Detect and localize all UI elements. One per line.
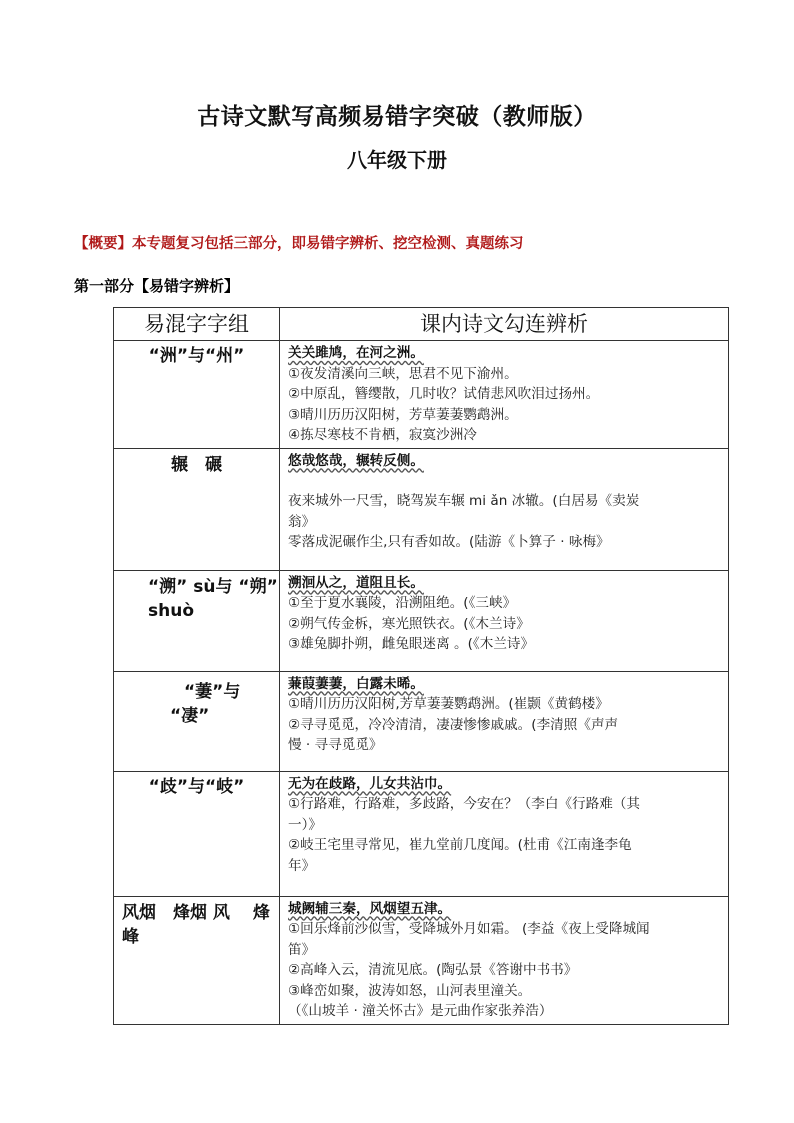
char-group-text: “凄” <box>170 705 210 726</box>
poem-cell <box>280 570 729 671</box>
column-header: 易混字字组 <box>114 308 280 341</box>
poem-cell <box>280 671 729 771</box>
char-group-text: “朔” shuò <box>148 576 278 621</box>
table-row <box>114 771 729 896</box>
poem-line: ①回乐烽前沙似雪，受降城外月如霜。 (李益《夜上受降城闻 <box>288 921 650 937</box>
poem-line: ③晴川历历汉阳树，芳草萋萋鹦鹉洲。 <box>288 406 518 423</box>
char-group-text: 风 烽 峰 <box>122 902 293 947</box>
char-group-cell <box>114 671 280 771</box>
part-label: 第一部分【易错字辨析】 <box>74 277 240 295</box>
table-header-row <box>114 308 729 341</box>
poem-line: ②寻寻觅觅，冷冷清清，凄凄惨惨戚戚。(李清照《声声 <box>288 716 619 733</box>
lead-line: 蒹葭萋萋，白露未晞。 <box>288 675 424 692</box>
poem-line: ③峰峦如聚，波涛如怒，山河表里潼关。 <box>288 982 532 999</box>
document-subtitle: 八年级下册 <box>347 148 447 172</box>
char-group-cell <box>114 570 280 671</box>
char-group-text: “溯” sù与 <box>148 576 233 597</box>
poem-line: 慢 · 寻寻觅觅》 <box>288 737 383 753</box>
poem-line: ①晴川历历汉阳树,芳草萋萋鹦鹉洲。(崔颢《黄鹤楼》 <box>288 696 609 712</box>
blank-line <box>288 471 722 491</box>
poem-line: ①至于夏水襄陵，沿溯阻绝。(《三峡》 <box>288 595 517 611</box>
lead-line: 城阙辅三秦，风烟望五津。 <box>288 900 452 917</box>
poem-line: ①夜发清溪向三峡，思君不见下渝州。 <box>288 365 518 382</box>
lead-line: 无为在歧路，儿女共沾巾。 <box>288 775 452 792</box>
char-group-cell <box>114 896 293 1024</box>
char-group-text: “洲”与“州” <box>148 346 245 366</box>
poem-cell <box>280 896 729 1024</box>
poem-line: ②岐王宅里寻常见，崔九堂前几度闻。(杜甫《江南逢李龟 <box>288 837 632 853</box>
document-title: 古诗文默写高频易错字突破（教师版） <box>197 104 597 130</box>
poem-cell <box>280 341 729 449</box>
column-header: 课内诗文勾连辨析 <box>280 308 729 341</box>
poem-line: ②朔气传金柝，寒光照铁衣。(《木兰诗》 <box>288 615 530 632</box>
table-row <box>114 341 729 449</box>
char-group-cell <box>114 448 280 570</box>
overview-text: 【概要】本专题复习包括三部分，即易错字辨析、挖空检测、真题练习 <box>74 235 524 252</box>
poem-line: ④拣尽寒枝不肯栖，寂寞沙洲冷 <box>288 427 477 443</box>
poem-cell <box>280 771 729 896</box>
poem-line: 一）》 <box>288 816 322 833</box>
poem-line: ③雄兔脚扑朔，雌兔眼迷离 。(《木兰诗》 <box>288 636 535 652</box>
char-group-text: 风烟 烽烟 <box>122 902 207 923</box>
char-group-cell <box>114 341 280 449</box>
poem-line: 夜来城外一尺雪，晓驾炭车辗 mi ǎn 冰辙。(白居易《卖炭 <box>288 493 640 509</box>
table-row <box>114 570 729 671</box>
lead-line: 关关雎鸠，在河之洲。 <box>288 345 424 361</box>
char-group-cell <box>114 771 280 896</box>
char-group-text: 辗 碾 <box>171 454 222 475</box>
confusable-characters-table <box>113 307 729 1025</box>
poem-cell <box>280 448 729 570</box>
poem-line: 翁》 <box>288 513 316 530</box>
poem-line: ①行路难，行路难，多歧路，今安在？（李白《行路难（其 <box>288 796 641 812</box>
poem-line: ②中原乱，簪缨散，几时收？试倩悲风吹泪过扬州。 <box>288 386 600 402</box>
poem-line: 零落成泥碾作尘,只有香如故。(陆游《卜算子 · 咏梅》 <box>288 534 610 550</box>
table-row <box>114 896 729 1024</box>
char-group-text: “萋”与 <box>184 681 241 702</box>
poem-line: 年》 <box>288 857 316 874</box>
poem-line: 笛》 <box>288 941 316 958</box>
poem-line: （《山坡羊 · 潼关怀古》是元曲作家张养浩） <box>288 1003 553 1019</box>
poem-line: ②高峰入云，清流见底。(陶弘景《答谢中书书》 <box>288 962 578 978</box>
char-group-text: “歧”与“岐” <box>148 776 245 797</box>
lead-line: 悠哉悠哉，辗转反侧。 <box>288 452 424 469</box>
table-row <box>114 448 729 570</box>
table-row <box>114 671 729 771</box>
lead-line: 溯洄从之，道阻且长。 <box>288 574 424 591</box>
